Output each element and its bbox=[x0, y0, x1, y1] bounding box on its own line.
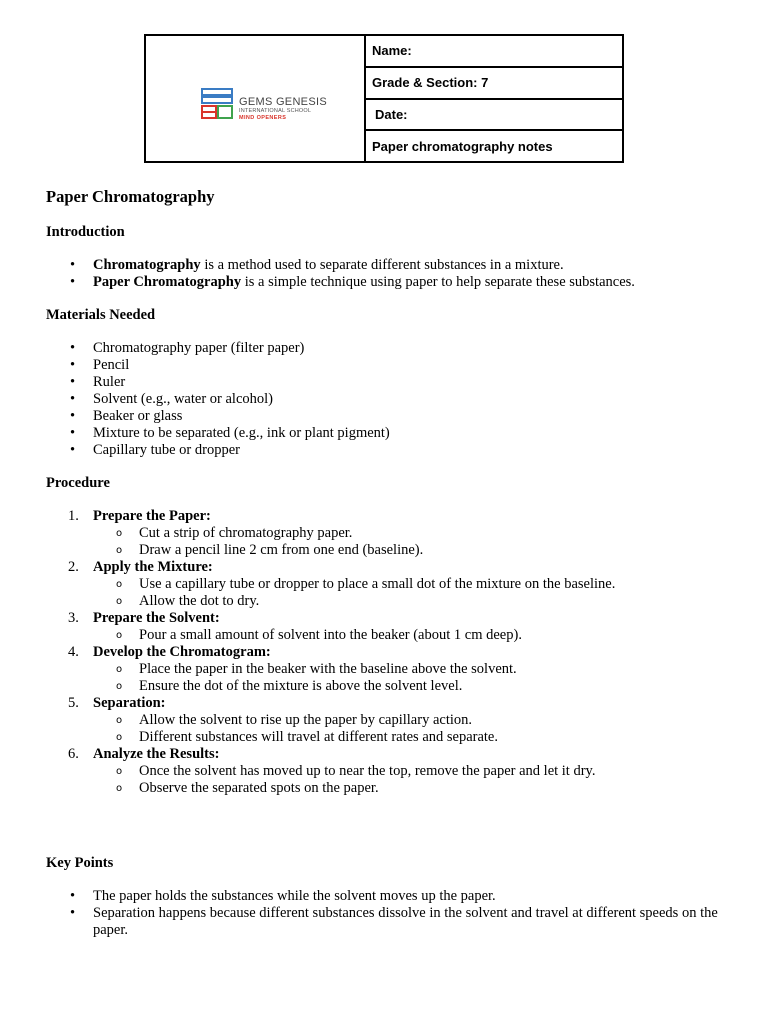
procedure-heading: Procedure bbox=[46, 475, 110, 491]
key-points-heading: Key Points bbox=[46, 855, 114, 871]
procedure-list bbox=[46, 508, 736, 797]
info-column bbox=[366, 36, 622, 161]
list-item: • Capillary tube or dropper bbox=[70, 442, 240, 458]
sub-item: o Cut a strip of chromatography paper. bbox=[116, 525, 353, 541]
header-table bbox=[144, 34, 624, 163]
sub-item: o Different substances will travel at different rates and separate. bbox=[116, 729, 498, 745]
document-body bbox=[46, 186, 736, 955]
sub-item: o Allow the dot to dry. bbox=[116, 593, 260, 609]
sub-item: o Use a capillary tube or dropper to place a small dot of the mixture on the baseline. bbox=[116, 576, 616, 592]
introduction-heading: Introduction bbox=[46, 224, 125, 240]
procedure-step: 4. Develop the Chromatogram: o Place the paper in the beaker with the baseline above the solvent. o Ensure the dot of the mixture is above the solvent level. bbox=[46, 644, 736, 695]
procedure-step: 3. Prepare the Solvent: o Pour a small amount of solvent into the beaker (about 1 cm deep). bbox=[46, 610, 736, 644]
list-item: • Beaker or glass bbox=[70, 408, 183, 424]
grade-section-field: Grade & Section: 7 bbox=[366, 68, 622, 100]
sub-item: o Place the paper in the beaker with the baseline above the solvent. bbox=[116, 661, 517, 677]
list-item: • Pencil bbox=[70, 357, 130, 373]
list-item: • Mixture to be separated (e.g., ink or plant pigment) bbox=[70, 425, 390, 441]
logo-name-line2: INTERNATIONAL SCHOOL bbox=[239, 108, 312, 114]
key-points-list bbox=[46, 888, 736, 939]
procedure-step: 2. Apply the Mixture: o Use a capillary tube or dropper to place a small dot of the mixture on the baseline. o Allow the dot to dry. bbox=[46, 559, 736, 610]
sub-item: o Pour a small amount of solvent into the beaker (about 1 cm deep). bbox=[116, 627, 522, 643]
name-field: Name: bbox=[366, 36, 622, 68]
list-item: • Solvent (e.g., water or alcohol) bbox=[70, 391, 273, 407]
page-title: Paper Chromatography bbox=[46, 187, 215, 206]
logo-tagline: MIND OPENERS bbox=[239, 114, 287, 121]
subject-field: Paper chromatography notes bbox=[372, 138, 553, 154]
logo-text bbox=[239, 97, 327, 121]
materials-heading: Materials Needed bbox=[46, 307, 156, 323]
introduction-list bbox=[46, 257, 736, 291]
sub-item: o Once the solvent has moved up to near the top, remove the paper and let it dry. bbox=[116, 763, 596, 779]
logo-name-line1: GEMS GENESIS bbox=[239, 96, 327, 108]
school-logo-icon bbox=[201, 88, 235, 120]
logo-cell bbox=[146, 36, 366, 161]
list-item: • Paper Chromatography is a simple technique using paper to help separate these substances. bbox=[70, 274, 635, 290]
sub-item: o Observe the separated spots on the paper. bbox=[116, 780, 379, 796]
procedure-step: 5. Separation: o Allow the solvent to rise up the paper by capillary action. o Different substances will travel at different rates and separate. bbox=[46, 695, 736, 746]
list-item: • Chromatography paper (filter paper) bbox=[70, 340, 305, 356]
procedure-step: 1. Prepare the Paper: o Cut a strip of chromatography paper. o Draw a pencil line 2 cm from one end (baseline). bbox=[46, 508, 736, 559]
list-item: • The paper holds the substances while the solvent moves up the paper. bbox=[70, 888, 496, 904]
procedure-step: 6. Analyze the Results: o Once the solvent has moved up to near the top, remove the paper and let it dry. o Observe the separated spots on the paper. bbox=[46, 746, 736, 797]
materials-list bbox=[46, 340, 736, 459]
sub-item: o Ensure the dot of the mixture is above the solvent level. bbox=[116, 678, 463, 694]
list-item: • Separation happens because different substances dissolve in the solvent and travel at different speeds on the paper. bbox=[70, 905, 718, 938]
sub-item: o Allow the solvent to rise up the paper by capillary action. bbox=[116, 712, 473, 728]
date-field: Date: bbox=[366, 100, 622, 132]
list-item: • Chromatography is a method used to separate different substances in a mixture. bbox=[70, 257, 564, 273]
sub-item: o Draw a pencil line 2 cm from one end (baseline). bbox=[116, 542, 424, 558]
list-item: • Ruler bbox=[70, 374, 126, 390]
